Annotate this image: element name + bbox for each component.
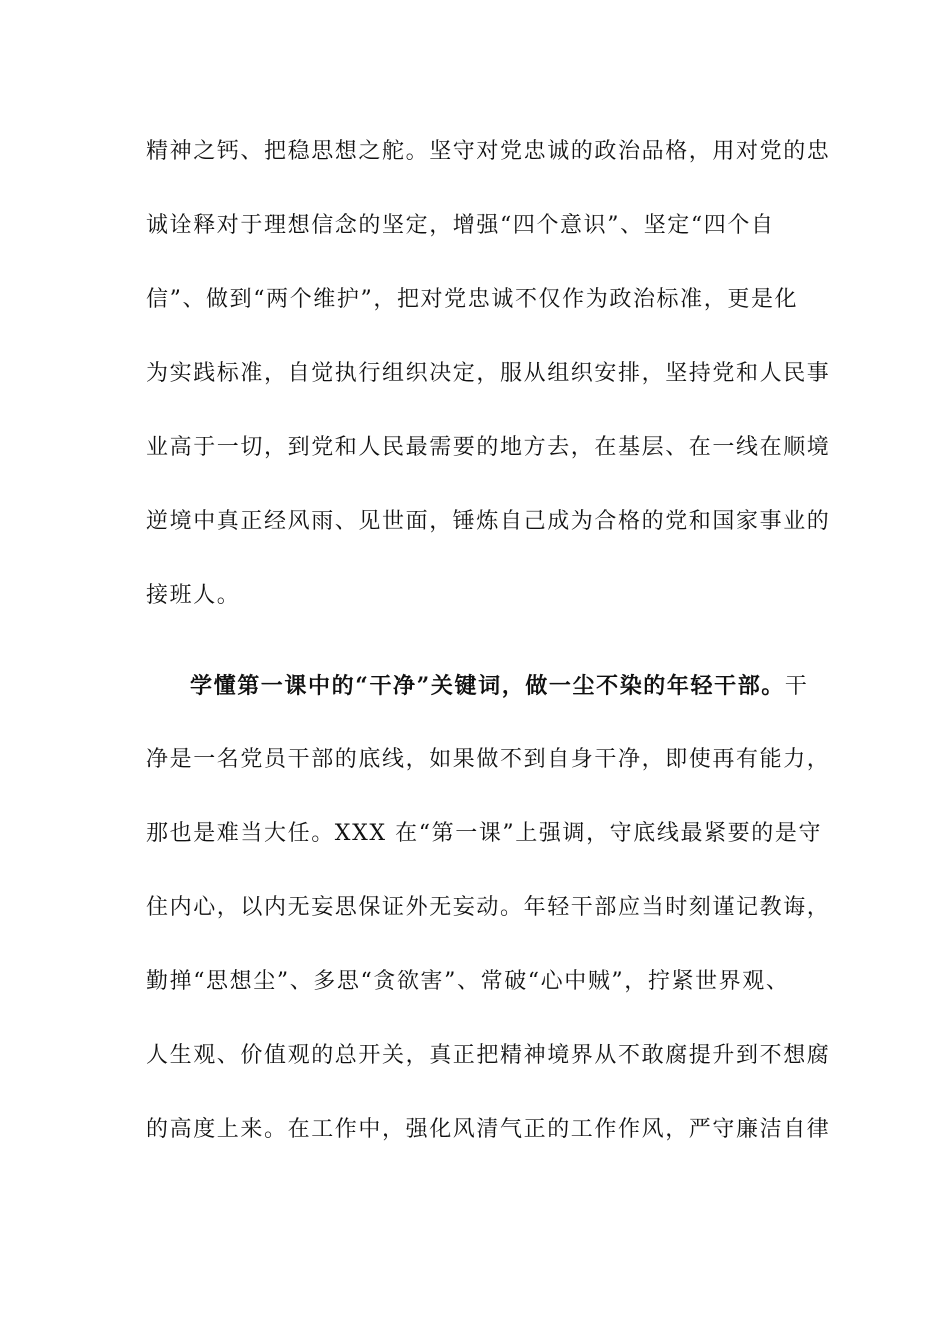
paragraph-line: 净是一名党员干部的底线，如果做不到自身干净，即使再有能力，: [146, 747, 831, 772]
section-heading-line: [190, 671, 809, 702]
paragraph-line: 逆境中真正经风雨、见世面，锤炼自己成为合格的党和国家事业的: [146, 509, 831, 534]
paragraph-line: 信”、做到“两个维护”，把对党忠诚不仅作为政治标准，更是化: [146, 287, 799, 312]
paragraph-line: 业高于一切，到党和人民最需要的地方去，在基层、在一线在顺境: [146, 435, 831, 460]
paragraph-line: 为实践标准，自觉执行组织决定，服从组织安排，坚持党和人民事: [146, 361, 831, 386]
paragraph-line: 勤掸“思想尘”、多思“贪欲害”、常破“心中贼”，拧紧世界观、: [146, 969, 790, 994]
paragraph-line: 那也是难当大任。XXX 在“第一课”上强调，守底线最紧要的是守: [146, 821, 823, 846]
paragraph-line: 人生观、价值观的总开关，真正把精神境界从不敢腐提升到不想腐: [146, 1043, 831, 1068]
paragraph-line: 接班人。: [146, 583, 241, 608]
paragraph-line: 诚诠释对于理想信念的坚定，增强“四个意识”、坚定“四个自: [146, 213, 775, 238]
paragraph-line: 的高度上来。在工作中，强化风清气正的工作作风，严守廉洁自律: [146, 1117, 831, 1142]
section-heading: 学懂第一课中的“干净”关键词，做一尘不染的年轻干部。: [190, 673, 785, 699]
paragraph-line: 住内心，以内无妄思保证外无妄动。年轻干部应当时刻谨记教诲，: [146, 895, 831, 920]
heading-continuation: 干: [784, 674, 809, 699]
paragraph-line: 精神之钙、把稳思想之舵。坚守对党忠诚的政治品格，用对党的忠: [146, 139, 831, 164]
